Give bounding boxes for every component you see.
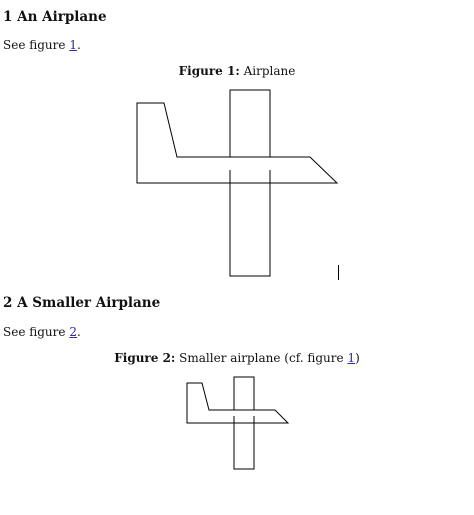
period: . [76,325,81,339]
figure-2-caption-label: Figure 2: [114,351,176,365]
section-1-title: An Airplane [17,9,107,25]
airplane-2-wing-upper [234,377,254,410]
figure-2-link[interactable]: 2 [69,325,77,339]
period: . [76,38,81,52]
section-1-number: 1 [3,9,13,25]
figure-1-link[interactable]: 1 [69,38,77,52]
see-figure-text: See figure [3,325,66,339]
figure-2-caption-link[interactable]: 1 [347,351,356,365]
section-2-number: 2 [3,295,13,311]
figure-2-caption-text: Smaller airplane (cf. figure [179,351,344,365]
see-figure-text: See figure [3,38,66,52]
figure-1-caption-label: Figure 1: [178,64,240,78]
airplane-2-wing-lower [234,416,254,469]
airplane-2-fuselage [187,383,288,423]
figure-1-caption-text: Airplane [243,64,296,78]
figure-2-caption-close: ) [355,351,360,365]
section-2-title: A Smaller Airplane [17,295,161,311]
